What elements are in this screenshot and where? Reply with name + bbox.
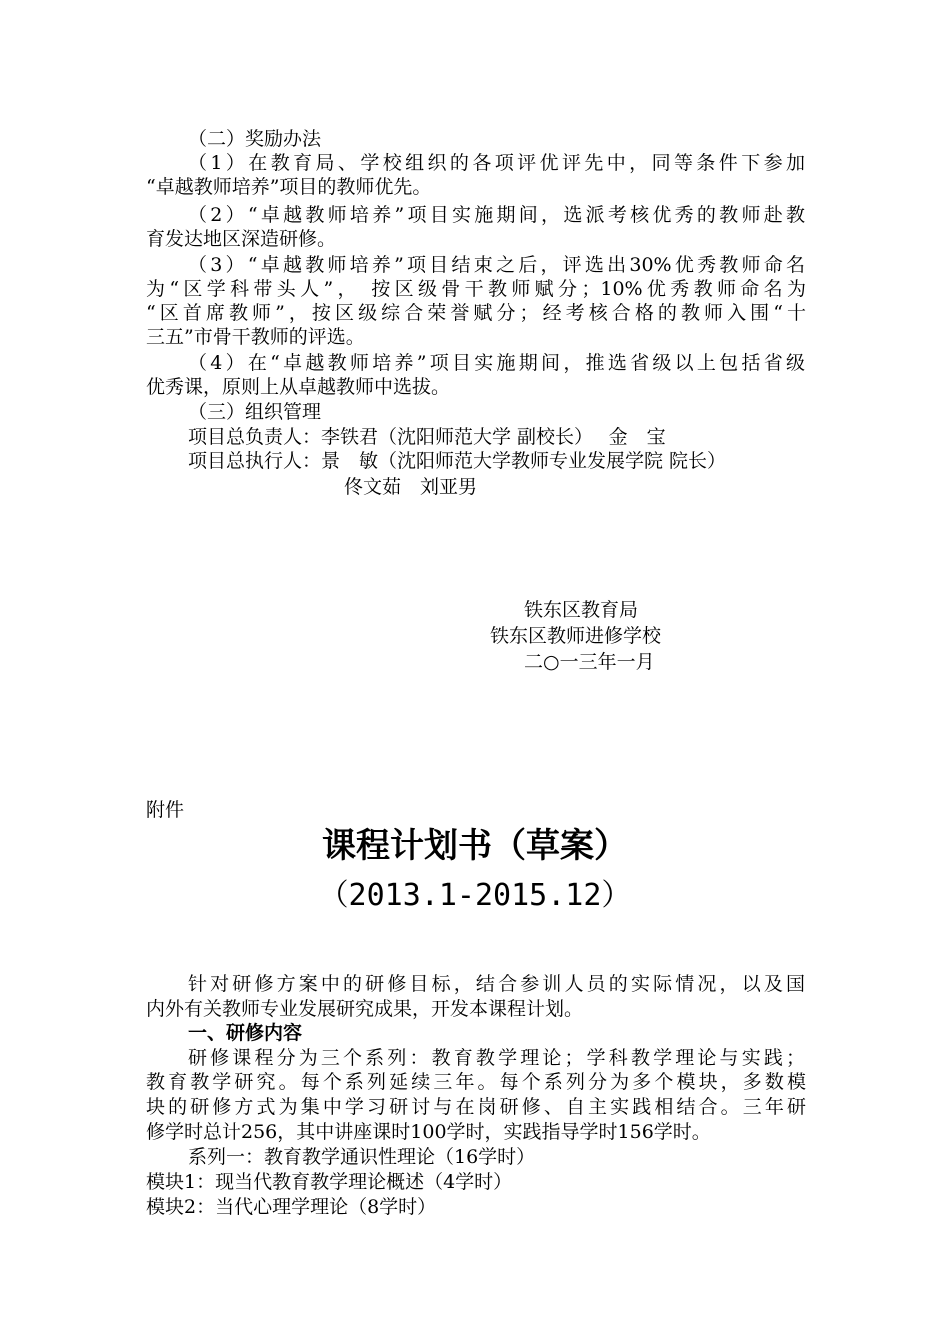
reward-item-4-line-2: 优秀课，原则上从卓越教师中选拔。: [146, 376, 451, 398]
reward-item-1-line-2: “卓越教师培养”项目的教师优先。: [146, 176, 432, 198]
content-para-line-4: 修学时总计256，其中讲座课时100学时，实践指导学时156学时。: [146, 1121, 711, 1143]
reward-item-2-line-2: 育发达地区深造研修。: [146, 228, 337, 250]
reward-item-3-line-3: “区首席教师”，按区级综合荣誉赋分；经考核合格的教师入围“十: [146, 302, 806, 324]
project-leader-line: 项目总负责人：李铁君（沈阳师范大学 副校长） 金 宝: [188, 426, 666, 448]
project-executor-line: 项目总执行人：景 敏（沈阳师范大学教师专业发展学院 院长）: [188, 450, 727, 472]
module-2: 模块2：当代心理学理论（8学时）: [146, 1196, 437, 1218]
signature-date: 二○一三年一月: [524, 651, 655, 673]
project-executor-names: 佟文茹 刘亚男: [344, 476, 478, 498]
attachment-label: 附件: [146, 799, 185, 821]
reward-item-3-line-2: 为“区学科带头人”， 按区级骨干教师赋分；10%优秀教师命名为: [146, 278, 806, 300]
signature-org-2: 铁东区教师进修学校: [490, 625, 662, 647]
reward-item-3-line-1: （3）“卓越教师培养”项目结束之后，评选出30%优秀教师命名: [188, 254, 805, 276]
content-para-line-2: 教育教学研究。每个系列延续三年。每个系列分为多个模块，多数模: [146, 1071, 806, 1093]
series-1-heading: 系列一：教育教学通识性理论（16学时）: [188, 1146, 536, 1168]
document-title: 课程计划书（草案）: [322, 826, 628, 866]
content-para-line-3: 块的研修方式为集中学习研讨与在岗研修、自主实践相结合。三年研: [146, 1096, 806, 1118]
reward-item-3-line-4: 三五”市骨干教师的评选。: [146, 326, 365, 348]
reward-item-2-line-1: （2）“卓越教师培养”项目实施期间，选派考核优秀的教师赴教: [188, 204, 805, 226]
reward-item-4-line-1: （4）在“卓越教师培养”项目实施期间，推选省级以上包括省级: [188, 352, 805, 374]
content-para-line-1: 研修课程分为三个系列：教育教学理论；学科教学理论与实践；: [188, 1047, 805, 1069]
intro-line-1: 针对研修方案中的研修目标，结合参训人员的实际情况，以及国: [188, 973, 805, 995]
intro-line-2: 内外有关教师专业发展研究成果，开发本课程计划。: [146, 998, 584, 1020]
module-1: 模块1：现当代教育教学理论概述（4学时）: [146, 1171, 513, 1193]
content-heading: 一、研修内容: [188, 1022, 303, 1044]
signature-org-1: 铁东区教育局: [524, 599, 639, 621]
management-heading: （三）组织管理: [188, 401, 322, 423]
reward-item-1-line-1: （1）在教育局、学校组织的各项评优评先中，同等条件下参加: [188, 152, 805, 174]
reward-heading: （二）奖励办法: [188, 128, 322, 150]
document-subtitle: （2013.1-2015.12）: [318, 878, 632, 913]
